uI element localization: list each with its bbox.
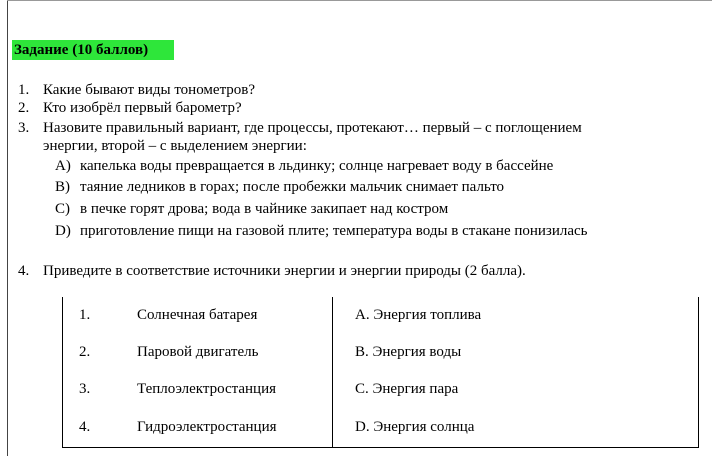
energy-source: Теплоэлектростанция	[137, 371, 333, 408]
energy-source: Гидроэлектростанция	[137, 408, 333, 448]
question-text-line2: энергии, второй – с выделением энергии:	[43, 138, 307, 154]
table-row	[63, 297, 699, 334]
natural-energy: B. Энергия воды	[333, 334, 699, 371]
task-title: Задание (10 баллов)	[14, 42, 149, 58]
page-border-top	[7, 0, 712, 1]
option-letter: C)	[55, 201, 70, 217]
question-number: 2.	[18, 100, 30, 116]
option-text: в печке горят дрова; вода в чайнике закипает над костром	[80, 201, 449, 217]
row-number: 4.	[63, 408, 138, 448]
option-letter: D)	[55, 223, 71, 239]
page-border-left	[7, 0, 8, 456]
option-letter: B)	[55, 179, 70, 195]
option-text: капелька воды превращается в льдинку; солнце нагревает воду в бассейне	[80, 158, 554, 174]
option-letter: A)	[55, 158, 71, 174]
option-text: приготовление пищи на газовой плите; температура воды в стакане понизилась	[80, 223, 588, 239]
row-number: 3.	[63, 371, 138, 408]
matching-table	[62, 297, 699, 448]
natural-energy: D. Энергия солнца	[333, 408, 699, 448]
energy-source: Солнечная батарея	[137, 297, 333, 334]
table-row	[63, 408, 699, 448]
option-text: таяние ледников в горах; после пробежки мальчик снимает пальто	[80, 179, 505, 195]
question-text: Кто изобрёл первый барометр?	[43, 100, 242, 116]
natural-energy: C. Энергия пара	[333, 371, 699, 408]
question-text: Приведите в соответствие источники энергии и энергии природы (2 балла).	[43, 263, 526, 279]
question-number: 3.	[18, 120, 30, 136]
row-number: 1.	[63, 297, 138, 334]
row-number: 2.	[63, 334, 138, 371]
energy-source: Паровой двигатель	[137, 334, 333, 371]
question-text: Какие бывают виды тонометров?	[43, 82, 256, 98]
question-number: 1.	[18, 82, 30, 98]
question-text: Назовите правильный вариант, где процессы, протекают… первый – с поглощением	[43, 120, 582, 136]
question-number: 4.	[18, 263, 30, 279]
natural-energy: A. Энергия топлива	[333, 297, 699, 334]
table-row	[63, 334, 699, 371]
table-row	[63, 371, 699, 408]
